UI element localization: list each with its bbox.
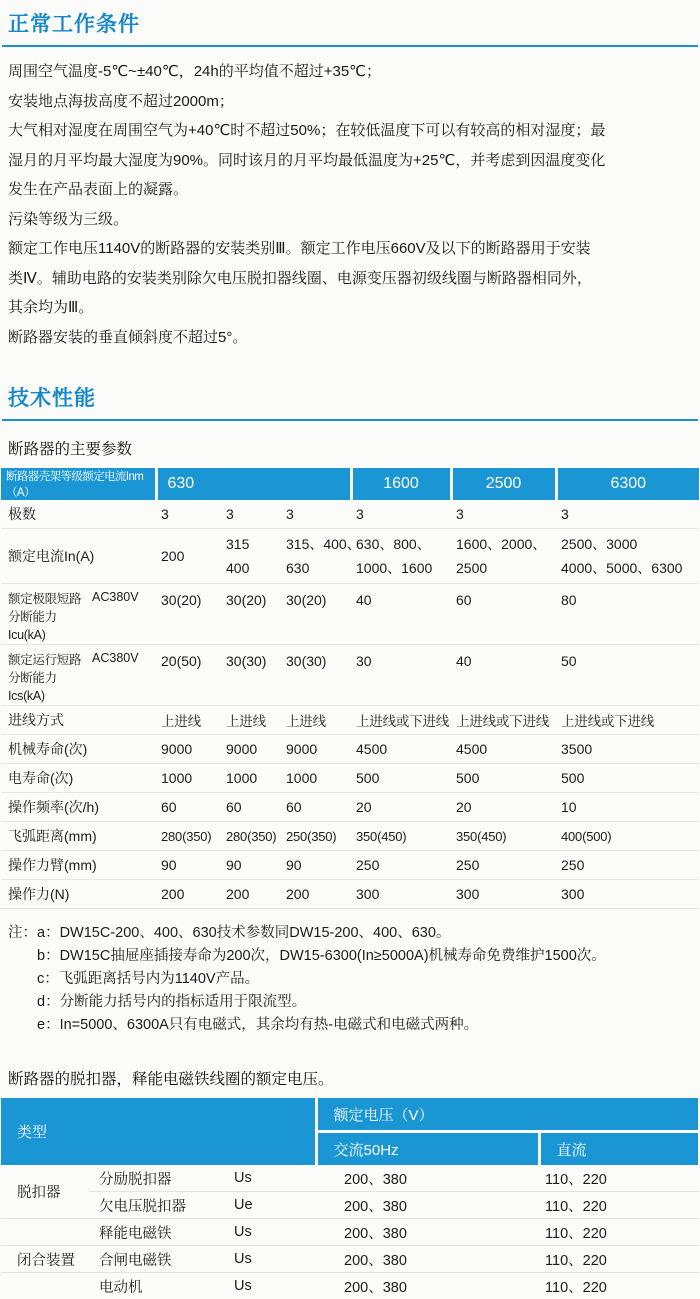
value-cell: 60: [221, 793, 281, 822]
param-cell: 额定电流In(A): [1, 529, 156, 584]
value-cell: 350(450): [351, 822, 451, 851]
value-cell: 250: [351, 851, 451, 880]
table-row-rated-current: [1, 529, 699, 584]
value-cell: 250: [451, 851, 556, 880]
param-cell: 电寿命(次): [1, 764, 156, 793]
dc-header-cell: 直流: [539, 1132, 699, 1166]
value-cell: 10: [556, 793, 699, 822]
table-row-mechanical-life: [1, 735, 699, 764]
value-cell: 9000: [221, 735, 281, 764]
table-row-poles: [1, 500, 699, 529]
corner-header-cell: 断路器壳架等级额定电流Inm（A）: [1, 468, 156, 500]
condition-line: 额定工作电压1140V的断路器的安装类别Ⅲ。额定工作电压660V及以下的断路器用于安装: [8, 234, 692, 264]
param-cell: 操作频率(次/h): [1, 793, 156, 822]
value-cell: 500: [451, 764, 556, 793]
table-row-arcing-distance: [1, 822, 699, 851]
rated-voltage-header-cell: 额定电压（V）: [316, 1098, 699, 1132]
ac-value-cell: 200、380: [316, 1192, 539, 1219]
table-row-operating-arm: [1, 851, 699, 880]
condition-line: 污染等级为三级。: [8, 205, 692, 235]
device-name-cell: 分励脱扣器: [89, 1165, 226, 1192]
value-cell: 40: [351, 584, 451, 645]
voltage-row-motor: [1, 1273, 699, 1299]
value-cell: 630、800、 1000、1600: [351, 529, 451, 584]
symbol-cell: Us: [226, 1165, 316, 1192]
device-name-cell: 欠电压脱扣器: [89, 1192, 226, 1219]
value-cell: 20: [351, 793, 451, 822]
value-cell: 3: [221, 500, 281, 529]
param-cell: 飞弧距离(mm): [1, 822, 156, 851]
value-cell: 3: [281, 500, 351, 529]
voltage-table: [1, 1098, 700, 1299]
symbol-cell: Ue: [226, 1192, 316, 1219]
value-cell: 200: [156, 529, 221, 584]
value-cell: 500: [351, 764, 451, 793]
value-cell: 280(350): [156, 822, 221, 851]
value-cell: 315 400: [221, 529, 281, 584]
param-cell: 极数: [1, 500, 156, 529]
value-cell: 3: [556, 500, 699, 529]
device-name-cell: 释能电磁铁: [89, 1219, 226, 1246]
value-cell: 3500: [556, 735, 699, 764]
value-cell: 200: [281, 880, 351, 909]
frame-header-6300: 6300: [556, 468, 699, 500]
symbol-cell: Us: [226, 1246, 316, 1273]
section-title: 技术性能: [8, 387, 96, 410]
value-cell: 上进线: [156, 706, 221, 735]
test-voltage-label: AC380V: [92, 651, 139, 665]
test-voltage-label: AC380V: [92, 590, 139, 604]
value-cell: 30(30): [221, 645, 281, 706]
section-title-normal-conditions: [2, 0, 698, 47]
condition-line: 安装地点海拔高度不超过2000m；: [8, 87, 692, 117]
value-cell: 3: [451, 500, 556, 529]
condition-line: 周围空气温度-5℃~±40℃，24h的平均值不超过+35℃；: [8, 57, 692, 87]
group-cell: [1, 1219, 89, 1246]
value-cell: 1000: [281, 764, 351, 793]
value-cell: 1000: [156, 764, 221, 793]
value-cell: 90: [221, 851, 281, 880]
value-cell: 上进线: [221, 706, 281, 735]
param-cell: 机械寿命(次): [1, 735, 156, 764]
value-cell: 1600、2000、 2500: [451, 529, 556, 584]
table-row-incoming-line: [1, 706, 699, 735]
ac-value-cell: 200、380: [316, 1219, 539, 1246]
table-row-ics: [1, 645, 699, 706]
condition-line: 大气相对湿度在周围空气为+40℃时不超过50%；在较低温度下可以有较高的相对湿度；最: [8, 116, 692, 146]
param-cell: 额定运行短路 分断能力Ics(kA) AC380V: [1, 645, 156, 706]
value-cell: 9000: [281, 735, 351, 764]
note-item: e：In=5000、6300A只有电磁式，其余均有热-电磁式和电磁式两种。: [37, 1014, 606, 1037]
param-cell: 进线方式: [1, 706, 156, 735]
value-cell: 250: [556, 851, 699, 880]
value-cell: 350(450): [451, 822, 556, 851]
condition-line: 其余均为Ⅲ。: [8, 293, 692, 323]
note-item: b：DW15C抽屉座插接寿命为200次，DW15-6300(In≥5000A)机械寿命免费维护1500次。: [37, 945, 606, 968]
param-cell: 操作力(N): [1, 880, 156, 909]
page-title: 正常工作条件: [8, 13, 140, 36]
voltage-table-caption: 断路器的脱扣器，释能电磁铁线圈的额定电压。: [8, 1067, 692, 1089]
ac-value-cell: 200、380: [316, 1246, 539, 1273]
value-cell: 30(20): [156, 584, 221, 645]
value-cell: 30(20): [221, 584, 281, 645]
notes-block: [8, 922, 692, 1037]
dc-value-cell: 110、220: [539, 1165, 699, 1192]
condition-line: 湿月的月平均最大湿度为90%。同时该月的月平均最低温度为+25℃，并考虑到因温度变化: [8, 146, 692, 176]
value-cell: 9000: [156, 735, 221, 764]
note-item: a：DW15C-200、400、630技术参数同DW15-200、400、630。: [37, 922, 606, 945]
section-title-technical-performance: [2, 374, 698, 421]
voltage-row-closing-electromagnet: [1, 1246, 699, 1273]
value-cell: 2500、3000 4000、5000、6300: [556, 529, 699, 584]
value-cell: 300: [451, 880, 556, 909]
value-cell: 90: [156, 851, 221, 880]
value-cell: 60: [156, 793, 221, 822]
device-name-cell: 电动机: [89, 1273, 226, 1299]
value-cell: 200: [221, 880, 281, 909]
group-cell: 闭合装置: [1, 1246, 89, 1273]
value-cell: 上进线或下进线: [451, 706, 556, 735]
value-cell: 上进线或下进线: [556, 706, 699, 735]
dc-value-cell: 110、220: [539, 1246, 699, 1273]
value-cell: 500: [556, 764, 699, 793]
value-cell: 250(350): [281, 822, 351, 851]
value-cell: 90: [281, 851, 351, 880]
type-header-cell: 类型: [1, 1098, 316, 1165]
ac-header-cell: 交流50Hz: [316, 1132, 539, 1166]
value-cell: 40: [451, 645, 556, 706]
table-row-operating-force: [1, 880, 699, 909]
dc-value-cell: 110、220: [539, 1273, 699, 1299]
condition-line: 断路器安装的垂直倾斜度不超过5°。: [8, 323, 692, 353]
value-cell: 80: [556, 584, 699, 645]
table-row-operation-frequency: [1, 793, 699, 822]
ac-value-cell: 200、380: [316, 1165, 539, 1192]
value-cell: 315、400、 630: [281, 529, 351, 584]
value-cell: 30: [351, 645, 451, 706]
value-cell: 1000: [221, 764, 281, 793]
value-cell: 3: [351, 500, 451, 529]
voltage-row-shunt-release: [1, 1165, 699, 1192]
conditions-paragraph: [0, 47, 700, 352]
param-cell: 额定极限短路 分断能力Icu(kA) AC380V: [1, 584, 156, 645]
value-cell: 4500: [451, 735, 556, 764]
ac-value-cell: 200、380: [316, 1273, 539, 1299]
device-name-cell: 合闸电磁铁: [89, 1246, 226, 1273]
value-cell: 20(50): [156, 645, 221, 706]
dc-value-cell: 110、220: [539, 1192, 699, 1219]
dc-value-cell: 110、220: [539, 1219, 699, 1246]
condition-line: 类Ⅳ。辅助电路的安装类别除欠电压脱扣器线圈、电源变压器初级线圈与断路器相同外，: [8, 264, 692, 294]
value-cell: 60: [281, 793, 351, 822]
voltage-header-row-1: [1, 1098, 699, 1132]
value-cell: 20: [451, 793, 556, 822]
value-cell: 200: [156, 880, 221, 909]
note-item: c：飞弧距离括号内为1140V产品。: [37, 968, 606, 991]
value-cell: 3: [156, 500, 221, 529]
main-parameters-table: [1, 468, 699, 909]
frame-header-2500: 2500: [451, 468, 556, 500]
value-cell: 上进线或下进线: [351, 706, 451, 735]
main-table-caption: 断路器的主要参数: [8, 437, 692, 459]
table-row-icu: [1, 584, 699, 645]
value-cell: 4500: [351, 735, 451, 764]
param-cell: 操作力臂(mm): [1, 851, 156, 880]
group-cell: [1, 1273, 89, 1299]
value-cell: 300: [556, 880, 699, 909]
symbol-cell: Us: [226, 1219, 316, 1246]
table-header-row: [1, 468, 699, 500]
table-row-electrical-life: [1, 764, 699, 793]
value-cell: 30(20): [281, 584, 351, 645]
value-cell: 上进线: [281, 706, 351, 735]
value-cell: 280(350): [221, 822, 281, 851]
group-cell: 脱扣器: [1, 1165, 89, 1219]
value-cell: 60: [451, 584, 556, 645]
voltage-row-undervoltage-release: [1, 1192, 699, 1219]
voltage-row-energy-release-electromagnet: [1, 1219, 699, 1246]
value-cell: 30(30): [281, 645, 351, 706]
notes-label: 注：: [8, 922, 37, 1037]
value-cell: 50: [556, 645, 699, 706]
value-cell: 400(500): [556, 822, 699, 851]
symbol-cell: Us: [226, 1273, 316, 1299]
frame-header-1600: 1600: [351, 468, 451, 500]
value-cell: 300: [351, 880, 451, 909]
frame-header-630: 630: [156, 468, 351, 500]
note-item: d：分断能力括号内的指标适用于限流型。: [37, 991, 606, 1014]
condition-line: 发生在产品表面上的凝露。: [8, 175, 692, 205]
